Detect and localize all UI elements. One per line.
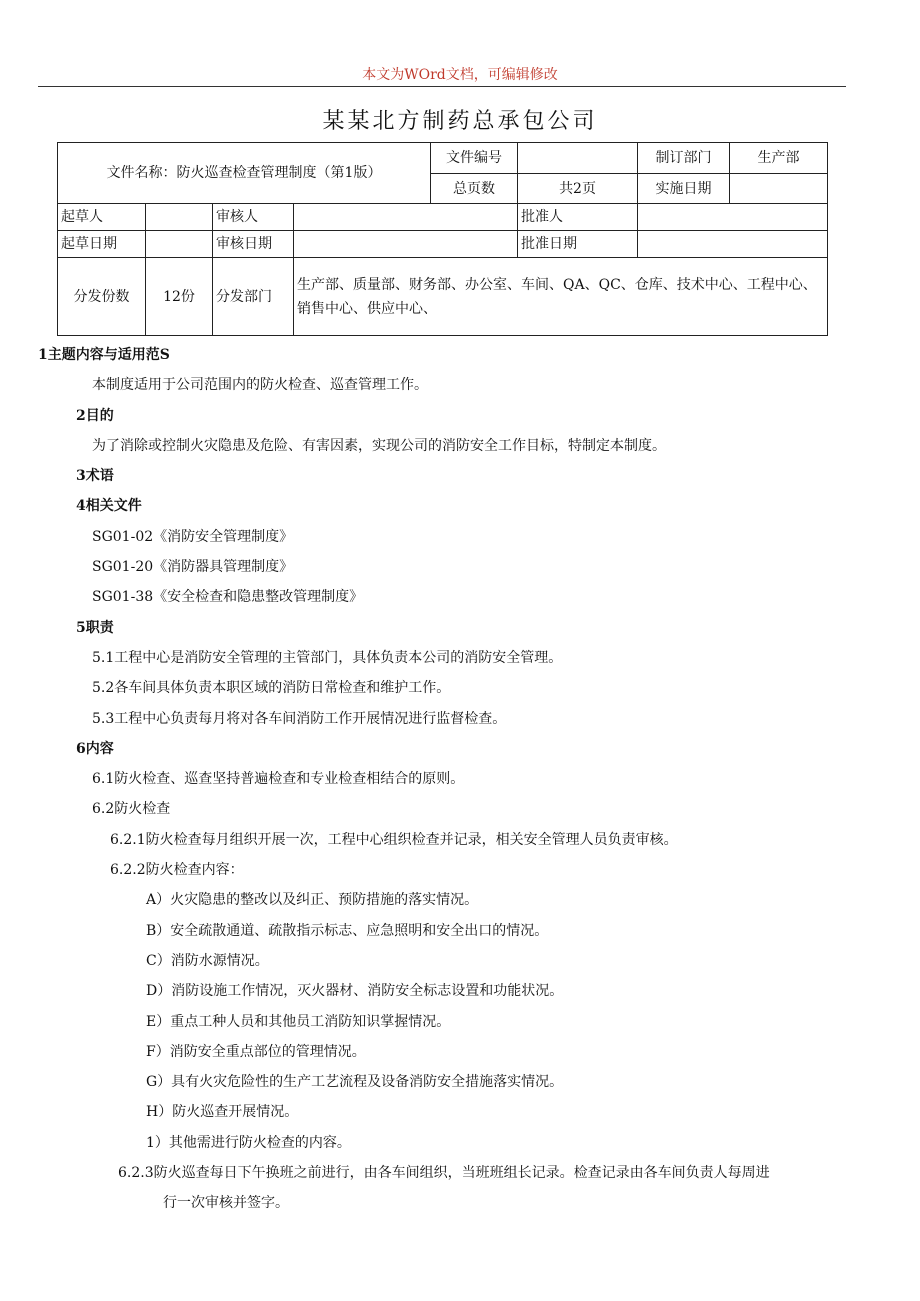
company-title: 某某北方制药总承包公司 bbox=[322, 109, 598, 134]
check-item: B）安全疏散通道、疏散指示标志、应急照明和安全出口的情况。 bbox=[146, 922, 549, 939]
related-doc-item: SG01-20《消防器具管理制度》 bbox=[92, 559, 294, 576]
review-date-value bbox=[294, 231, 518, 258]
document-meta-table bbox=[57, 142, 828, 336]
reviewer-label: 审核人 bbox=[213, 204, 294, 231]
check-item: G）具有火灾危险性的生产工艺流程及设备消防安全措施落实情况。 bbox=[146, 1074, 564, 1091]
header-rule bbox=[38, 86, 846, 87]
check-item: 1）其他需进行防火检查的内容。 bbox=[146, 1134, 351, 1151]
clause-6-2-3-line2: 行一次审核并签字。 bbox=[163, 1195, 289, 1212]
document-body bbox=[38, 340, 858, 1219]
section-4-heading: 4相关文件 bbox=[76, 498, 142, 515]
reviewer-value bbox=[294, 204, 518, 231]
draft-date-label: 起草日期 bbox=[58, 231, 146, 258]
clause-6-2-3-line1: 6.2.3防火巡查每日下午换班之前进行，由各车间组织，当班班组长记录。检查记录由各车间负责人每周进 bbox=[118, 1165, 770, 1182]
check-item: D）消防设施工作情况，灭火器材、消防安全标志设置和功能状况。 bbox=[146, 983, 564, 1000]
check-item: F）消防安全重点部位的管理情况。 bbox=[146, 1043, 366, 1060]
section-6-heading: 6内容 bbox=[76, 740, 114, 757]
section-2-heading: 2目的 bbox=[76, 407, 114, 424]
impl-date-value bbox=[730, 174, 828, 204]
watermark-note: 本文为WOrd文档，可编辑修改 bbox=[362, 67, 558, 83]
pages-value: 共2页 bbox=[518, 174, 638, 204]
approve-date-label: 批准日期 bbox=[518, 231, 638, 258]
pages-label: 总页数 bbox=[431, 174, 518, 204]
check-item: E）重点工种人员和其他员工消防知识掌握情况。 bbox=[146, 1013, 451, 1030]
drafter-label: 起草人 bbox=[58, 204, 146, 231]
approve-date-value bbox=[638, 231, 828, 258]
duty-item: 5.3工程中心负责每月将对各车间消防工作开展情况进行监督检查。 bbox=[92, 710, 507, 727]
section-3-heading: 3术语 bbox=[76, 468, 114, 485]
drafter-value bbox=[146, 204, 213, 231]
dist-dept-label: 分发部门 bbox=[213, 258, 294, 336]
dept-value: 生产部 bbox=[730, 143, 828, 174]
impl-date-label: 实施日期 bbox=[638, 174, 730, 204]
clause-6-2-2: 6.2.2防火检查内容： bbox=[110, 862, 244, 879]
doc-name-cell: 文件名称：防火巡查检查管理制度（第1版） bbox=[58, 143, 431, 204]
check-item: H）防火巡查开展情况。 bbox=[146, 1104, 299, 1121]
section-1-text: 本制度适用于公司范围内的防火检查、巡查管理工作。 bbox=[92, 377, 428, 394]
section-2-text: 为了消除或控制火灾隐患及危险、有害因素，实现公司的消防安全工作目标，特制定本制度。 bbox=[92, 437, 666, 454]
copies-label: 分发份数 bbox=[58, 258, 146, 336]
related-doc-item: SG01-38《安全检查和隐患整改管理制度》 bbox=[92, 589, 364, 606]
duty-item: 5.1工程中心是消防安全管理的主管部门，具体负责本公司的消防安全管理。 bbox=[92, 649, 563, 666]
section-1-heading: 1主题内容与适用范S bbox=[38, 347, 170, 363]
doc-no-value bbox=[518, 143, 638, 174]
approver-label: 批准人 bbox=[518, 204, 638, 231]
check-item: A）火灾隐患的整改以及纠正、预防措施的落实情况。 bbox=[146, 892, 479, 909]
section-5-heading: 5职责 bbox=[76, 619, 114, 636]
draft-date-value bbox=[146, 231, 213, 258]
clause-6-2-1: 6.2.1防火检查每月组织开展一次，工程中心组织检查并记录，相关安全管理人员负责审核。 bbox=[110, 831, 678, 848]
dist-dept-value: 生产部、质量部、财务部、办公室、车间、QA、QC、仓库、技术中心、工程中心、销售中心、供应中心、 bbox=[294, 258, 828, 336]
clause-6-1: 6.1防火检查、巡查坚持普遍检查和专业检查相结合的原则。 bbox=[92, 771, 465, 788]
dept-label: 制订部门 bbox=[638, 143, 730, 174]
review-date-label: 审核日期 bbox=[213, 231, 294, 258]
duty-item: 5.2各车间具体负责本职区域的消防日常检查和维护工作。 bbox=[92, 680, 451, 697]
copies-value: 12份 bbox=[146, 258, 213, 336]
related-doc-item: SG01-02《消防安全管理制度》 bbox=[92, 528, 294, 545]
check-item: C）消防水源情况。 bbox=[146, 952, 269, 969]
doc-no-label: 文件编号 bbox=[431, 143, 518, 174]
clause-6-2: 6.2防火检查 bbox=[92, 801, 171, 818]
approver-value bbox=[638, 204, 828, 231]
